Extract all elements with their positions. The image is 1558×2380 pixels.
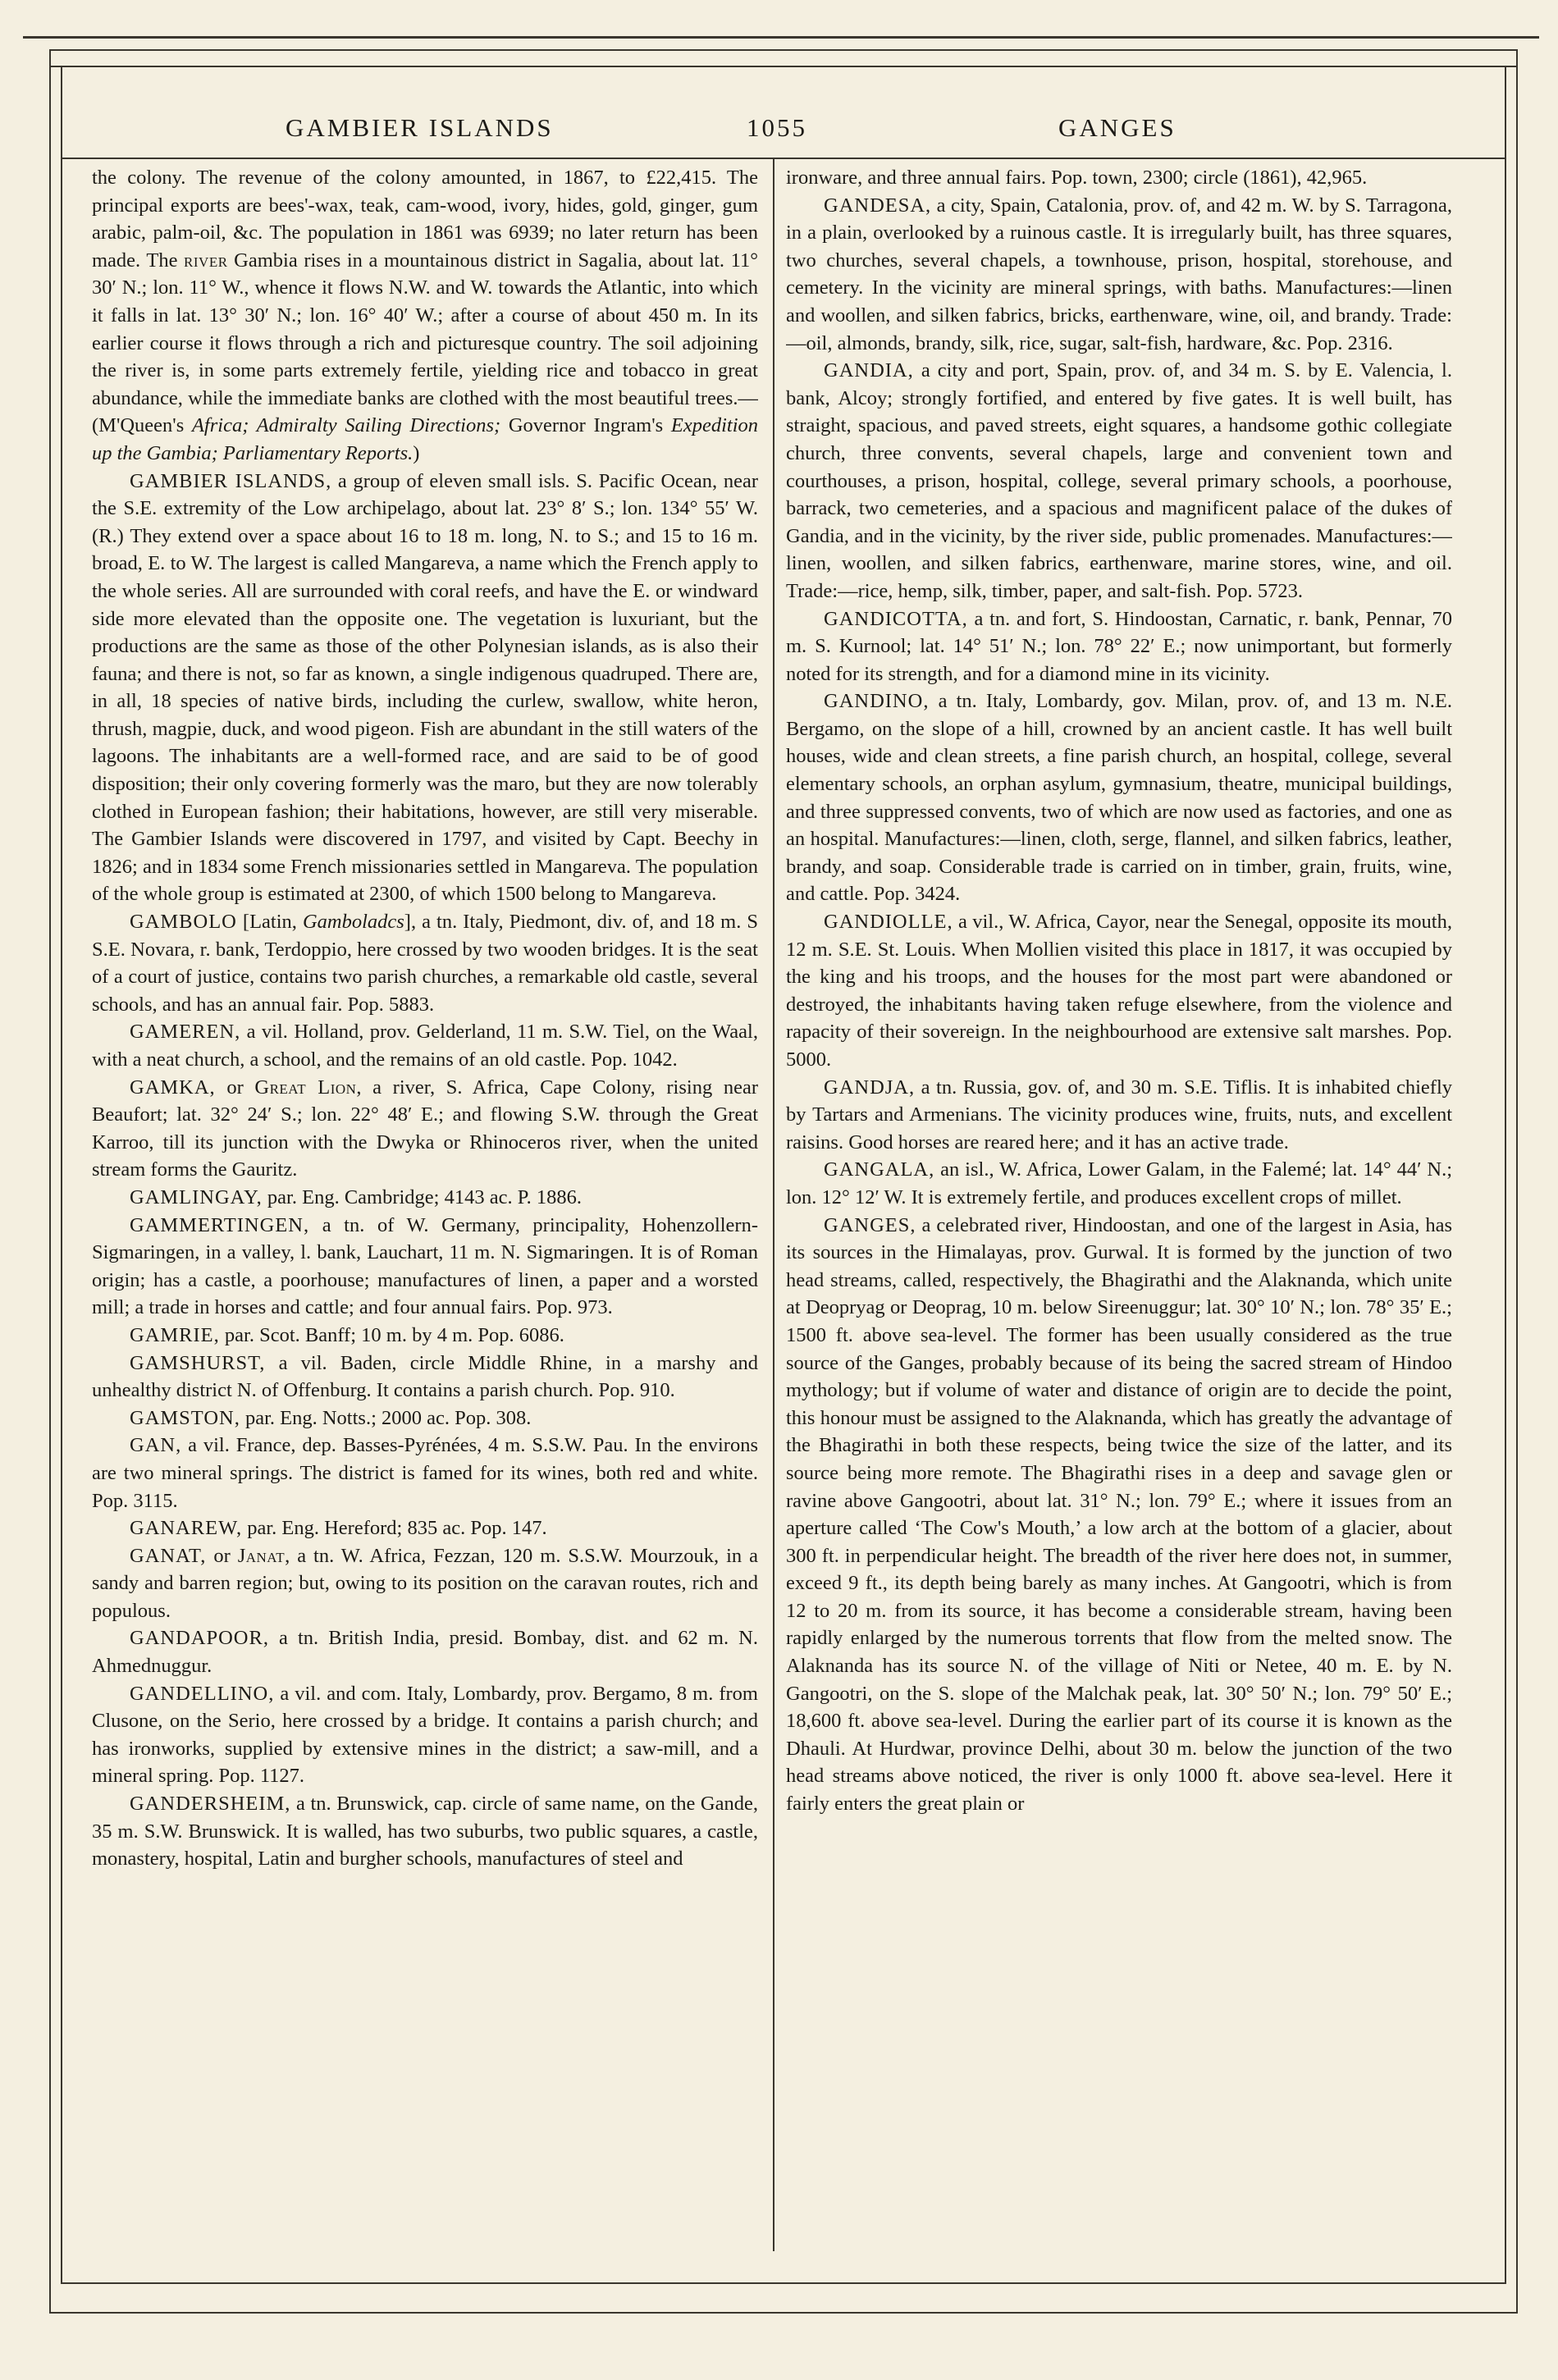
gazetteer-entry: GAMKA, or Great Lion, a river, S. Africa, Cape Colony, rising near Beaufort; lat. 32° 24′ S.; lon. 22° 48′ E.; and flowing S.W. through the Great Karroo, till its junction with the Dwyka or Rhinoceros river, when the united stream forms the Gauritz. bbox=[92, 1076, 758, 1181]
entry-headword: GAMSTON, bbox=[130, 1406, 240, 1429]
entry-headword: GAMMERTINGEN, bbox=[130, 1213, 310, 1236]
gazetteer-entry: GAMRIE, par. Scot. Banff; 10 m. by 4 m. Pop. 6086. bbox=[130, 1323, 564, 1346]
column-divider bbox=[773, 159, 774, 2251]
gazetteer-entry: GAMSTON, par. Eng. Notts.; 2000 ac. Pop. 308. bbox=[130, 1406, 532, 1429]
entry-headword: GANDJA, bbox=[824, 1076, 916, 1099]
gazetteer-entry: GANGALA, an isl., W. Africa, Lower Galam, in the Falemé; lat. 14° 44′ N.; lon. 12° 12′ W. It is extremely fertile, and produces excellent crops of millet. bbox=[786, 1158, 1452, 1208]
gazetteer-entry: GANDIA, a city and port, Spain, prov. of, and 34 m. S. by E. Valencia, l. bank, Alcoy; strongly fortified, and entered by five gates. It is well built, has straight, spacious, and paved streets, eight squares, a handsome gothic collegiate church, three convents, several chapels, large and convenient town and courthouses, a prison, hospital, college, several primary schools, a poorhouse, barrack, two cemeteries, and a spacious and magnificent palace of the dukes of Gandia, and in the vicinity, by the river side, public promenades. Manufactures:—linen, woollen, and silken fabrics, earthenware, marine stores, wine, and oil. Trade:—rice, hemp, silk, timber, paper, and salt-fish. Pop. 5723. bbox=[786, 359, 1452, 602]
header-right-title: GANGES bbox=[1058, 113, 1176, 142]
gazetteer-entry: GANGES, a celebrated river, Hindoostan, and one of the largest in Asia, has its sources in the Himalayas, prov. Gurwal. It is formed by the junction of two head streams, called, respectively, the Bhagirathi and the Alaknanda, which unite at Deopryag or Deoprag, 10 m. below Sireenuggur; lat. 30° 10′ N.; lon. 78° 35′ E.; 1500 ft. above sea-level. The former has been usually considered as the true source of the Ganges, probably because of its being the sacred stream of Hindoo mythology; but if volume of water and distance of origin are to decide the point, this honour must be assigned to the Alaknanda, which has greatly the advantage of the Bhagirathi in both these respects, being twice the size of the latter, and its source being more remote. The Bhagirathi rises in a deep and savage glen or ravine above Gangootri, about lat. 31° N.; lon. 79° E.; where it issues from an aperture called ‘The Cow's Mouth,’ a low arch at the bottom of a glacier, about 300 ft. in perpendicular height. The breadth of the river here does not, in summer, exceed 9 ft., its depth being barely as many inches. At Gangootri, which is from 12 to 20 m. from its source, it has become a considerable stream, having been rapidly enlarged by the numerous torrents that flow from the melted snow. The Alaknanda has its source N. of the village of Niti or Netee, 40 m. E. by N. Gangootri, on the S. slope of the Malchak peak, lat. 30° 50′ N.; lon. 79° 50′ E.; 18,600 ft. above sea-level. During the earlier part of its course it is known as the Dhauli. At Hurdwar, province Delhi, about 30 m. below the junction of the two head streams above noticed, the river is only 1000 ft. above sea-level. Here it fairly enters the great plain or bbox=[786, 1213, 1452, 1816]
entry-headword: GANDINO, bbox=[824, 690, 930, 713]
entry-headword: GANAT, bbox=[130, 1544, 207, 1567]
entry-headword: GAMKA, bbox=[130, 1076, 216, 1099]
gazetteer-entry: GANDERSHEIM, a tn. Brunswick, cap. circle of same name, on the Gande, 35 m. S.W. Brunswick. It is walled, has two suburbs, two public squares, a castle, monastery, hospital, Latin and burgher schools, manufactures of steel and bbox=[92, 1793, 758, 1871]
gazetteer-entry: GAMBIER ISLANDS, a group of eleven small isls. S. Pacific Ocean, near the S.E. extremity of the Low archipelago, about lat. 23° 8′ S.; lon. 134° 55′ W. (R.) They extend over a space about 16 to 18 m. long, N. to S.; and 15 to 16 m. broad, E. to W. The largest is called Mangareva, a name which the French apply to the whole series. All are surrounded with coral reefs, and have the E. or windward side more elevated than the opposite one. The vegetation is luxuriant, but the productions are the same as those of the other Polynesian islands, as is also their fauna; and there is not, so far as known, a single indigenous quadruped. There are, in all, 18 species of native birds, including the curlew, swallow, white heron, thrush, magpie, duck, and wood pigeon. Fish are abundant in the still waters of the lagoons. The inhabitants are a well-formed race, and are said to be of good disposition; their only covering formerly was the maro, but they are now tolerably clothed in European fashion; their habitations, however, are still very miserable. The Gambier Islands were discovered in 1797, and visited by Capt. Beechy in 1826; and in 1834 some French missionaries settled in Mangareva. The population of the whole group is estimated at 2300, of which 1500 belong to Mangareva. bbox=[92, 469, 758, 906]
entry-headword: GAMLINGAY, bbox=[130, 1185, 263, 1208]
entry-headword: GAMEREN, bbox=[130, 1021, 241, 1044]
frame-rule bbox=[61, 67, 62, 2282]
entry-headword: GANDERSHEIM, bbox=[130, 1793, 291, 1816]
top-border-outer bbox=[23, 36, 1539, 39]
gazetteer-entry: GANDIOLLE, a vil., W. Africa, Cayor, near the Senegal, opposite its mouth, 12 m. S.E. St. Louis. When Mollien visited this place in 1817, it was occupied by the king and his troops, and the houses for the most part were abandoned or destroyed, the inhabitants having taken refuge elsewhere, from the violence and rapacity of their sovereign. In the neighbourhood are extensive salt marshes. Pop. 5000. bbox=[786, 911, 1452, 1071]
entry-headword: GANAREW, bbox=[130, 1517, 243, 1540]
gazetteer-entry: GAMMERTINGEN, a tn. of W. Germany, principality, Hohenzollern-Sigmaringen, in a valley, l. bank, Lauchart, 11 m. N. Sigmaringen. It is of Roman origin; has a castle, a poorhouse; manufactures of linen, a paper and a worsted mill; a trade in horses and cattle; and four annual fairs. Pop. 973. bbox=[92, 1213, 758, 1319]
entry-headword: GAMRIE, bbox=[130, 1323, 220, 1346]
frame-rule bbox=[61, 2282, 1506, 2284]
entry-headword: GANDELLINO, bbox=[130, 1682, 275, 1705]
gazetteer-entry: GANDELLINO, a vil. and com. Italy, Lombardy, prov. Bergamo, 8 m. from Clusone, on the Serio, here crossed by a bridge. It contains a parish church; and has ironworks, supplied by extensive mines in the district; a saw-mill, and a mineral spring. Pop. 1127. bbox=[92, 1682, 758, 1788]
frame-rule bbox=[49, 49, 1518, 51]
frame-rule bbox=[1505, 67, 1506, 2282]
entry-headword: GANDIA, bbox=[824, 359, 914, 382]
gazetteer-entry: GANDINO, a tn. Italy, Lombardy, gov. Milan, prov. of, and 13 m. N.E. Bergamo, on the slope of a hill, crowned by an ancient castle. It has well built houses, wide and clean streets, a fine parish church, an hospital, college, several elementary schools, an orphan asylum, gymnasium, theatre, municipal buildings, and three suppressed convents, two of which are now used as factories, and one as an hospital. Manufactures:—linen, cloth, serge, flannel, and silken fabrics, leather, brandy, and soap. Considerable trade is carried on in timber, grain, fruits, wine, and cattle. Pop. 3424. bbox=[786, 690, 1452, 906]
entry-headword: GAMSHURST, bbox=[130, 1351, 266, 1374]
frame-rule bbox=[49, 49, 51, 2314]
entry-headword: GANDICOTTA, bbox=[824, 607, 968, 630]
header-left-title: GAMBIER ISLANDS bbox=[286, 113, 554, 142]
entry-headword: GANGALA, bbox=[824, 1158, 935, 1181]
entry-headword: GANDESA, bbox=[824, 194, 932, 217]
gazetteer-entry: GANAT, or Janat, a tn. W. Africa, Fezzan, 120 m. S.S.W. Mourzouk, in a sandy and barren region; but, owing to its position on the caravan routes, rich and populous. bbox=[92, 1544, 758, 1622]
frame-rule bbox=[1516, 49, 1518, 2314]
gazetteer-entry: GAMBOLO [Latin, Gamboladcs], a tn. Italy, Piedmont, div. of, and 18 m. S S.E. Novara, r. bank, Terdoppio, here crossed by two wooden bridges. It is the seat of a court of justice, contains two parish churches, a remarkable old castle, several schools, and has an annual fair. Pop. 5883. bbox=[92, 911, 758, 1016]
page-number: 1055 bbox=[747, 113, 807, 142]
entry-continuation: the colony. The revenue of the colony amounted, in 1867, to £22,415. The principal exports are bees'-wax, teak, cam-wood, ivory, hides, gold, ginger, gum arabic, palm-oil, &c. The population in 1861 was 6939; no later return has been made. The river Gambia rises in a mountainous district in Sagalia, about lat. 11° 30′ N.; lon. 11° W., whence it flows N.W. and W. towards the Atlantic, into which it falls in lat. 13° 30′ N.; lon. 16° 40′ W.; after a course of about 450 m. In its earlier course it flows through a rich and picturesque country. The soil adjoining the river is, in some parts extremely fertile, yielding rice and tobacco in great abundance, while the immediate banks are clothed with the most beautiful trees.—(M'Queen's Africa; Admiralty Sailing Directions; Governor Ingram's Expedition up the Gambia; Parliamentary Reports.) bbox=[92, 167, 758, 464]
entry-headword: GAMBOLO bbox=[130, 911, 237, 934]
header-rule bbox=[62, 158, 1505, 159]
entry-headword: GANDAPOOR, bbox=[130, 1627, 269, 1650]
entry-continuation: ironware, and three annual fairs. Pop. town, 2300; circle (1861), 42,965. bbox=[786, 167, 1368, 189]
entry-headword: GAMBIER ISLANDS, bbox=[130, 469, 332, 492]
frame-rule bbox=[49, 2312, 1518, 2314]
left-column bbox=[92, 164, 758, 2248]
gazetteer-entry: GANDICOTTA, a tn. and fort, S. Hindoostan, Carnatic, r. bank, Pennar, 70 m. S. Kurnool; lat. 14° 51′ N.; lon. 78° 22′ E.; now unimportant, but formerly noted for its strength, and for a diamond mine in its vicinity. bbox=[786, 607, 1452, 685]
gazetteer-entry: GAN, a vil. France, dep. Basses-Pyrénées, 4 m. S.S.W. Pau. In the environs are two mineral springs. The district is famed for its wines, both red and white. Pop. 3115. bbox=[92, 1434, 758, 1512]
gazetteer-entry: GANDAPOOR, a tn. British India, presid. Bombay, dist. and 62 m. N. Ahmednuggur. bbox=[92, 1627, 758, 1678]
gazetteer-entry: GANDESA, a city, Spain, Catalonia, prov. of, and 42 m. W. by S. Tarragona, in a plain, overlooked by a ruinous castle. It is irregularly built, has three squares, two churches, several chapels, a townhouse, prison, hospital, storehouse, and cemetery. In the vicinity are mineral springs, with baths. Manufactures:—linen and woollen, and silken fabrics, bricks, earthenware, wine, oil, and brandy. Trade:—oil, almonds, brandy, silk, rice, sugar, salt-fish, hardware, &c. Pop. 2316. bbox=[786, 194, 1452, 354]
entry-headword: GAN, bbox=[130, 1434, 182, 1457]
entry-headword: GANGES, bbox=[824, 1213, 916, 1236]
gazetteer-entry: GAMEREN, a vil. Holland, prov. Gelderland, 11 m. S.W. Tiel, on the Waal, with a neat church, a school, and the remains of an old castle. Pop. 1042. bbox=[92, 1021, 758, 1071]
gazetteer-entry: GAMLINGAY, par. Eng. Cambridge; 4143 ac. P. 1886. bbox=[130, 1185, 583, 1208]
frame-rule bbox=[49, 66, 1518, 67]
gazetteer-entry: GAMSHURST, a vil. Baden, circle Middle Rhine, in a marshy and unhealthy district N. of Offenburg. It contains a parish church. Pop. 910. bbox=[92, 1351, 758, 1402]
gazetteer-entry: GANDJA, a tn. Russia, gov. of, and 30 m. S.E. Tiflis. It is inhabited chiefly by Tartars and Armenians. The vicinity produces wine, fruits, nuts, and excellent raisins. Good horses are reared here; and it has an active trade. bbox=[786, 1076, 1452, 1153]
running-header bbox=[66, 105, 1477, 154]
gazetteer-entry: GANAREW, par. Eng. Hereford; 835 ac. Pop. 147. bbox=[130, 1517, 547, 1540]
right-column bbox=[786, 164, 1452, 2248]
entry-headword: GANDIOLLE, bbox=[824, 911, 953, 934]
